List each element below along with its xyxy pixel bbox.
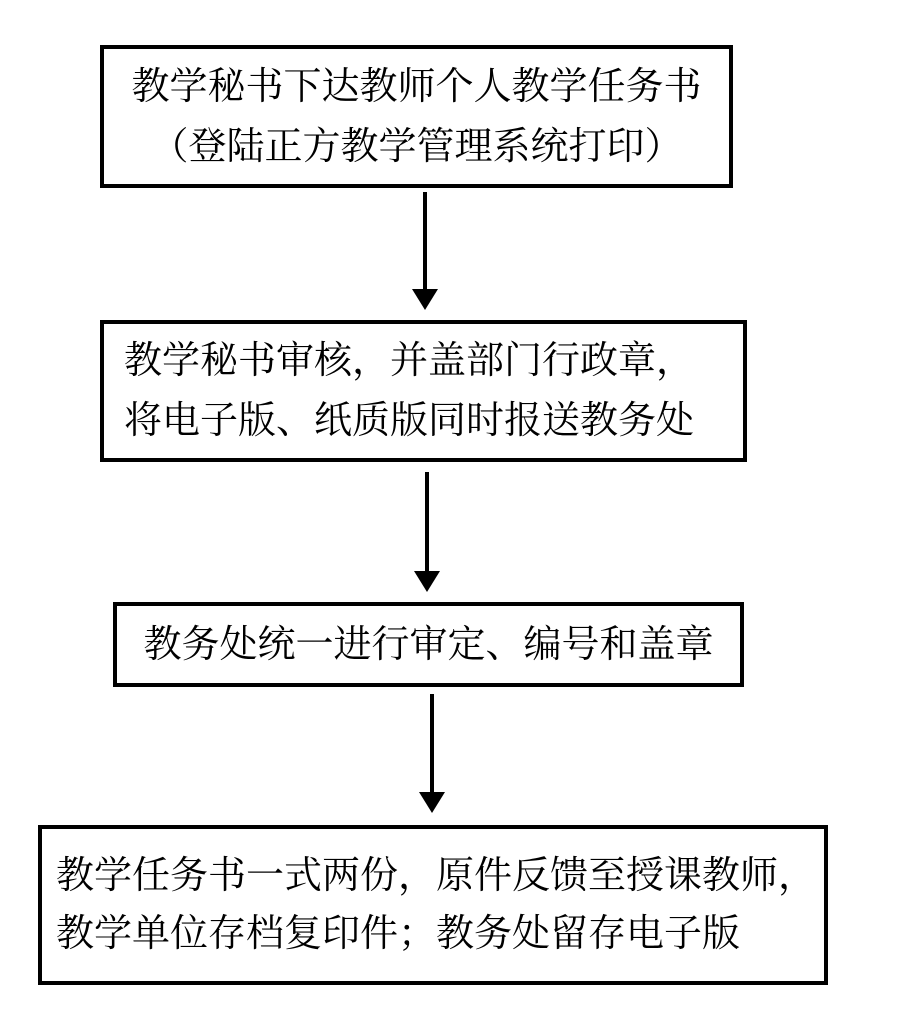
- flow-step-4: [38, 825, 828, 985]
- arrow-shaft: [425, 472, 429, 571]
- flow-arrow-3: [419, 694, 445, 813]
- flow-arrow-2: [414, 472, 440, 592]
- flow-step-4-line-1: 教学任务书一式两份，原件反馈至授课教师，: [56, 855, 817, 897]
- flow-step-2-line-2: 将电子版、纸质版同时报送教务处: [124, 400, 695, 442]
- flow-step-1-line-1: 教学秘书下达教师个人教学任务书: [131, 65, 702, 108]
- arrow-down-icon: [419, 792, 445, 813]
- flow-step-3-line-1: 教务处统一进行审定、编号和盖章: [143, 623, 714, 666]
- arrow-shaft: [423, 192, 427, 289]
- arrow-down-icon: [412, 289, 438, 310]
- flow-step-1-line-2: （登陆正方教学管理系统打印）: [150, 125, 683, 168]
- flow-arrow-1: [412, 192, 438, 310]
- flow-step-3: [113, 602, 744, 687]
- arrow-down-icon: [414, 571, 440, 592]
- flow-step-2-line-1: 教学秘书审核，并盖部门行政章，: [124, 340, 695, 382]
- flow-step-4-line-2: 教学单位存档复印件；教务处留存电子版: [56, 913, 741, 955]
- flow-step-1: [100, 45, 733, 188]
- flow-step-2: [100, 320, 747, 462]
- arrow-shaft: [430, 694, 434, 792]
